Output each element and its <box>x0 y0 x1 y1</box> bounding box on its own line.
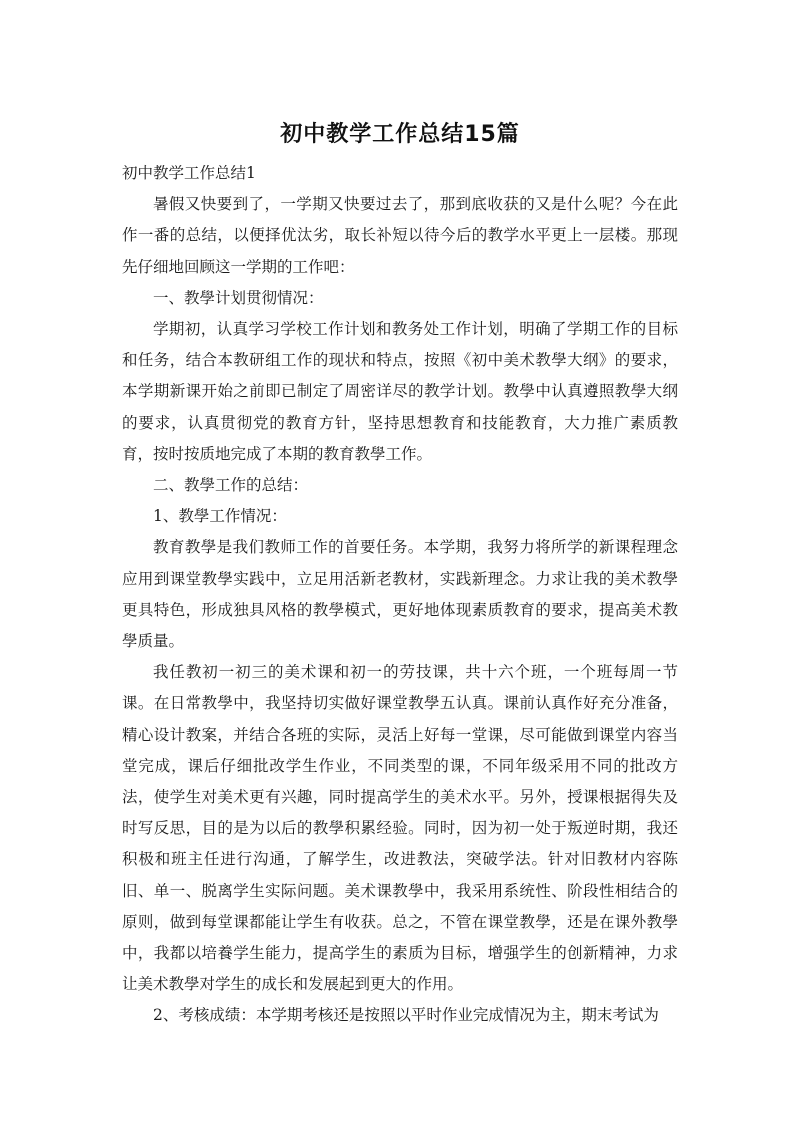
paragraph-daily-teaching: 我任教初一初三的美术课和初一的劳技课，共十六个班，一个班每周一节课。在日常教學中，我坚持切实做好课堂教學五认真。课前认真作好充分准备，精心设计教案，并结合各班的实际，灵活上好每一堂课，尽可能做到课堂内容当堂完成，课后仔细批改学生作业，不同类型的课，不同年级采用不同的批改方法，使学生对美术更有兴趣，同时提高学生的美术水平。另外，授课根据得失及时写反思，目的是为以后的教學积累经验。同时，因为初一处于叛逆时期，我还积极和班主任进行沟通，了解学生，改进教法，突破学法。针对旧教材内容陈旧、单一、脱离学生实际问题。美术课教學中，我采用系统性、阶段性相结合的原则，做到每堂课都能让学生有收获。总之，不管在课堂教學，还是在课外教學中，我都以培養学生能力，提高学生的素质为目标，增强学生的创新精神，力求让美术教學对学生的成长和发展起到更大的作用。 <box>122 663 678 994</box>
paragraph-plan: 学期初，认真学习学校工作计划和教务处工作计划，明确了学期工作的目标和任务，结合本教研组工作的现状和特点，按照《初中美术教學大纲》的要求，本学期新课开始之前即已制定了周密详尽的教学计划。教學中认真遵照教學大纲的要求，认真贯彻党的教育方针，坚持思想教育和技能教育，大力推广素质教育，按时按质地完成了本期的教育教學工作。 <box>122 320 678 463</box>
document-title: 初中教学工作总结15篇 <box>280 122 520 147</box>
document-body <box>122 158 678 1032</box>
heading-summary: 二、教學工作的总结： <box>153 476 309 495</box>
paragraph-assessment: 2、考核成绩：本学期考核还是按照以平时作业完成情况为主，期末考试为 <box>153 1006 659 1025</box>
paragraph-intro: 暑假又快要到了，一学期又快要过去了，那到底收获的又是什么呢？今在此作一番的总结，以便择优汰劣，取长补短以待今后的教学水平更上一层楼。那现先仔细地回顾这一学期的工作吧： <box>122 195 678 276</box>
paragraph-teaching-task: 教育教學是我们教师工作的首要任务。本学期，我努力将所学的新课程理念应用到课堂教學实践中，立足用活新老教材，实践新理念。力求让我的美术教學更具特色，形成独具风格的教學模式，更好地体现素质教育的要求，提高美术教學质量。 <box>122 538 678 651</box>
heading-plan: 一、教學计划贯彻情况： <box>153 288 324 307</box>
heading-teaching-status: 1、教學工作情况： <box>153 507 287 526</box>
section-heading: 初中教学工作总结1 <box>122 164 256 182</box>
